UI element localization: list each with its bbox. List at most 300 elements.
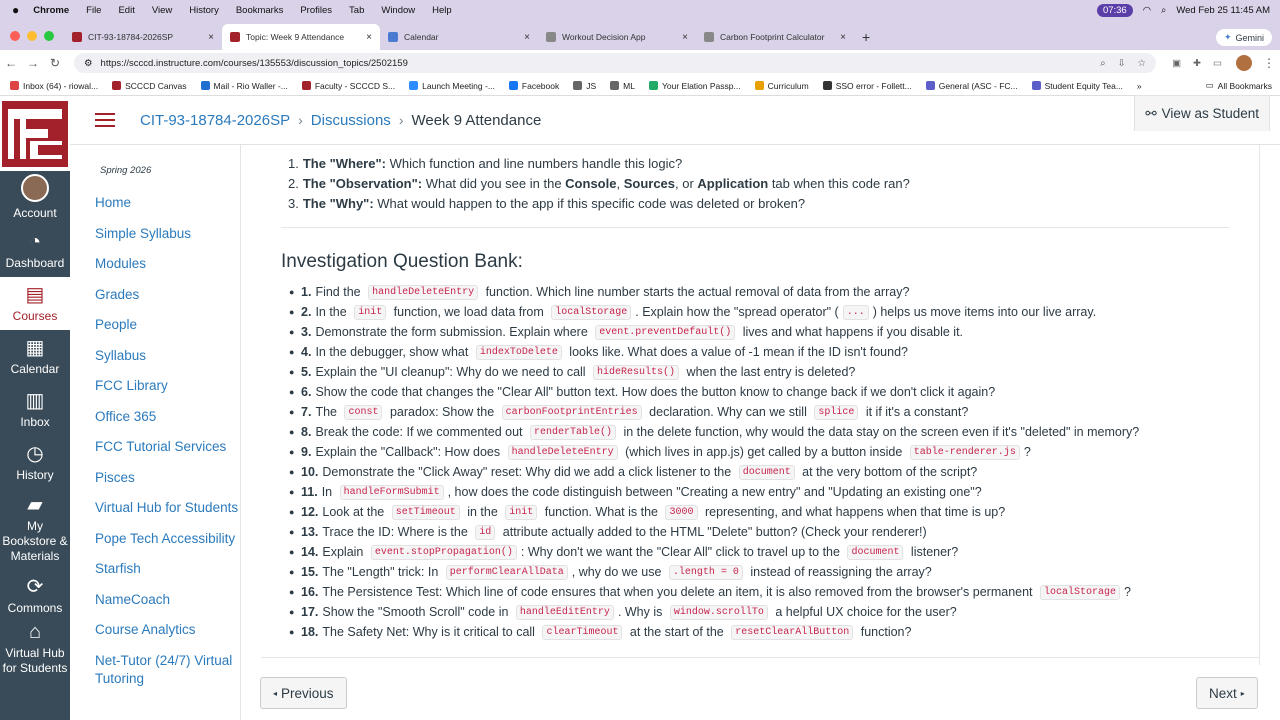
question-text: function. Which line number starts the actual removal of data from the array? <box>482 285 910 299</box>
global-nav-label: Inbox <box>20 414 50 429</box>
bullet-icon: ● <box>289 467 295 477</box>
bullet-icon: ● <box>289 307 295 317</box>
course-nav-fcc-library[interactable]: FCC Library <box>95 378 168 393</box>
bookmark-icon <box>755 81 764 90</box>
course-nav-pope-tech-accessibility[interactable]: Pope Tech Accessibility <box>95 530 236 546</box>
side-panel-icon[interactable]: ▭ <box>1213 57 1222 69</box>
install-icon[interactable]: ⇩ <box>1117 57 1126 69</box>
bookmark-icon <box>409 81 418 90</box>
browser-tab[interactable] <box>538 24 696 50</box>
bookmark-label: Faculty - SCCCD S... <box>314 80 396 91</box>
intro-item <box>288 194 910 214</box>
bookmark-item[interactable] <box>302 81 395 91</box>
text: , or <box>675 176 698 191</box>
bullet-icon: ● <box>289 627 295 637</box>
tab-favicon-icon <box>388 32 398 42</box>
course-nav-pisces[interactable]: Pisces <box>95 469 135 485</box>
history-icon: ◷ <box>26 442 44 465</box>
bold-text: Application <box>697 176 769 191</box>
extensions-puzzle-icon[interactable]: ✚ <box>1193 57 1202 69</box>
question-item <box>289 602 1139 622</box>
course-nav-home[interactable]: Home <box>95 195 132 210</box>
plus-icon: + <box>862 29 871 45</box>
bookmark-star-icon[interactable]: ☆ <box>1137 57 1147 69</box>
bullet-icon: ● <box>289 607 295 617</box>
breadcrumb <box>140 112 541 129</box>
tab-title: Carbon Footprint Calculator <box>720 32 825 42</box>
back-icon[interactable]: ← <box>5 56 17 70</box>
bullet-icon: ● <box>289 567 295 577</box>
fcc-logo[interactable] <box>0 96 70 171</box>
macos-menu-bar <box>0 0 1280 20</box>
browser-tab[interactable] <box>696 24 854 50</box>
zoom-window-icon[interactable] <box>44 31 54 41</box>
zoom-icon[interactable]: ⌕ <box>1100 57 1106 69</box>
bookmark-item[interactable] <box>610 81 635 91</box>
question-text: Explain the "UI cleanup": Why do we need to call <box>315 365 590 379</box>
code-snippet: resetClearAllButton <box>731 625 853 640</box>
bold-text: Sources <box>623 176 676 191</box>
question-text: : Why don't we want the "Clear All" click to travel up to the <box>520 545 844 559</box>
global-nav-label: Virtual Hub for Students <box>2 646 68 675</box>
bookmark-label: ML <box>623 80 635 91</box>
question-text: Explain <box>322 545 367 559</box>
term-label: Spring 2026 <box>100 165 152 176</box>
bookmark-icon <box>610 81 619 90</box>
code-snippet: 3000 <box>665 505 697 520</box>
course-nav-course-analytics[interactable]: Course Analytics <box>95 622 196 637</box>
course-nav-simple-syllabus[interactable]: Simple Syllabus <box>95 225 192 241</box>
question-text: Break the code: If we commented out <box>315 425 526 439</box>
code-snippet: localStorage <box>1040 585 1120 600</box>
global-nav-label: Dashboard <box>5 255 65 270</box>
close-tab-icon[interactable]: × <box>366 31 372 43</box>
bookmark-item[interactable] <box>201 81 288 91</box>
code-snippet: document <box>739 465 795 480</box>
bullet-icon: ● <box>289 527 295 537</box>
text: What did you see in the <box>422 176 566 191</box>
bookmark-icon <box>10 81 19 90</box>
question-number: 2. <box>301 305 312 319</box>
question-item <box>289 302 1139 322</box>
question-text: , how does the code distinguish between "Creating a new entry" and "Updating an existing one"? <box>447 485 982 499</box>
breadcrumb-course[interactable]: CIT-93-18784-2026SP <box>140 111 291 129</box>
question-number: 7. <box>301 405 312 419</box>
intro-item <box>288 174 910 194</box>
bookmark-label: General (ASC - FC... <box>938 80 1018 91</box>
question-text: ? <box>1124 585 1131 599</box>
bullet-icon: ● <box>289 547 295 557</box>
code-snippet: hideResults() <box>593 365 679 380</box>
bookmark-label: Your Elation Passp... <box>661 80 741 91</box>
global-nav-inbox[interactable] <box>0 383 70 436</box>
bold-text: The "Where": <box>302 156 386 171</box>
question-item <box>289 402 1139 422</box>
bookmark-icon <box>926 81 935 90</box>
code-snippet: ... <box>843 305 869 320</box>
question-text: Show the "Smooth Scroll" code in <box>322 605 512 619</box>
close-tab-icon[interactable]: × <box>524 31 530 43</box>
discussion-content <box>241 145 1280 720</box>
question-text: Demonstrate the form submission. Explain where <box>315 325 592 339</box>
question-text: listener? <box>907 545 959 559</box>
next-label: Next <box>1209 685 1237 701</box>
bookmark-label: Inbox (64) - riowal... <box>23 80 99 91</box>
bookmarks-overflow-icon[interactable]: » <box>1136 80 1142 91</box>
question-text: paradox: Show the <box>386 405 498 419</box>
code-snippet: handleDeleteEntry <box>508 445 618 460</box>
bookmark-icon <box>509 81 518 90</box>
question-text: in the delete function, why would the data stay on the screen even if it's "deleted" in memory? <box>619 425 1140 439</box>
bullet-icon: ● <box>289 387 295 397</box>
new-tab-button[interactable] <box>854 24 884 50</box>
bookmark-icon <box>201 81 210 90</box>
gemini-icon: ✦ <box>1223 32 1232 42</box>
avatar <box>21 174 49 202</box>
clock-badge[interactable]: 07:36 <box>1097 4 1133 17</box>
menu-bookmarks[interactable]: Bookmarks <box>235 4 284 16</box>
question-list <box>289 282 1139 642</box>
bookmark-item[interactable] <box>112 81 186 91</box>
bookmark-label: Mail - Rio Waller -... <box>213 80 288 91</box>
bullet-icon: ● <box>289 507 295 517</box>
close-tab-icon[interactable]: × <box>208 31 214 43</box>
course-nav-fcc-tutorial-services[interactable]: FCC Tutorial Services <box>95 439 227 454</box>
course-nav-modules[interactable]: Modules <box>95 256 147 271</box>
course-nav-namecoach[interactable]: NameCoach <box>95 591 171 607</box>
bullet-icon: ● <box>289 287 295 297</box>
bookmark-item[interactable] <box>1032 81 1123 91</box>
hamburger-menu-icon[interactable] <box>95 113 115 127</box>
bookmark-label: Launch Meeting -... <box>422 80 495 91</box>
course-nav-office-365[interactable]: Office 365 <box>95 408 157 424</box>
global-nav-calendar[interactable] <box>0 330 70 383</box>
text: What would happen to the app if this specific code was deleted or broken? <box>373 196 806 211</box>
question-item <box>289 382 1139 402</box>
global-nav-dashboard[interactable] <box>0 224 70 277</box>
question-text: In the debugger, show what <box>315 345 472 359</box>
datetime[interactable]: Wed Feb 25 11:45 AM <box>1176 4 1270 16</box>
bold-text: The "Why": <box>302 196 374 211</box>
bookmark-item[interactable] <box>649 81 741 91</box>
question-number: 15. <box>301 565 319 579</box>
previous-label: Previous <box>281 685 334 701</box>
tab-favicon-icon <box>72 32 82 42</box>
browser-tab[interactable] <box>222 24 380 50</box>
tab-favicon-icon <box>704 32 714 42</box>
question-text: . Explain how the "spread operator" ( <box>635 305 839 319</box>
question-text: Show the code that changes the "Clear All" button text. How does the button know to change back if we don't click it again? <box>315 385 996 399</box>
text: , <box>616 176 624 191</box>
question-text: In the <box>315 305 351 319</box>
code-snippet: document <box>847 545 903 560</box>
reload-icon[interactable]: ↻ <box>49 56 61 70</box>
inbox-icon: ▥ <box>25 389 45 412</box>
bookmark-icon <box>649 81 658 90</box>
caret-right-icon: ▸ <box>1240 688 1245 698</box>
all-bookmarks-label: All Bookmarks <box>1217 80 1272 91</box>
global-nav <box>0 96 70 720</box>
question-text: attribute actually added to the HTML "Delete" button? (Check your renderer!) <box>499 525 927 539</box>
menu-view[interactable]: View <box>151 4 173 16</box>
question-number: 5. <box>301 365 312 379</box>
intro-item <box>288 154 910 174</box>
virtual-icon: ⌂ <box>28 621 42 643</box>
question-text: at the start of the <box>626 625 728 639</box>
global-nav-commons[interactable] <box>0 569 70 622</box>
bookmark-item[interactable] <box>409 81 495 91</box>
code-snippet: handleFormSubmit <box>340 485 444 500</box>
course-nav-people[interactable]: People <box>95 317 138 332</box>
code-snippet: localStorage <box>551 305 631 320</box>
question-text: . Why is <box>617 605 666 619</box>
bullet-icon: ● <box>289 367 295 377</box>
question-number: 17. <box>301 605 319 619</box>
question-text: Explain the "Callback": How does <box>315 445 504 459</box>
question-text: representing, and what happens when that time is up? <box>701 505 1006 519</box>
question-number: 13. <box>301 525 319 539</box>
question-item <box>289 442 1139 462</box>
bullet-icon: ● <box>289 327 295 337</box>
tab-title: Topic: Week 9 Attendance <box>246 32 345 42</box>
question-item <box>289 342 1139 362</box>
page-header <box>70 96 1280 145</box>
question-text: The Safety Net: Why is it critical to call <box>322 625 539 639</box>
bullet-icon: ● <box>289 347 295 357</box>
intro-list <box>288 154 910 214</box>
question-text: a helpful UX choice for the user? <box>771 605 957 619</box>
all-bookmarks-button[interactable] <box>1206 80 1272 91</box>
tab-favicon-icon <box>546 32 556 42</box>
view-as-student-label: View as Student <box>1161 106 1259 121</box>
question-item <box>289 462 1139 482</box>
url-bar[interactable] <box>74 53 1156 73</box>
question-item <box>289 422 1139 442</box>
menu-edit[interactable]: Edit <box>118 4 135 16</box>
course-nav-net-tutor-24-7-virtual-tutoring[interactable]: Net-Tutor (24/7) Virtual Tutoring <box>95 652 233 686</box>
bookmark-icon <box>573 81 582 90</box>
tab-strip <box>0 20 1280 50</box>
question-number: 10. <box>301 465 319 479</box>
question-text: function, we load data from <box>390 305 548 319</box>
code-snippet: setTimeout <box>392 505 460 520</box>
question-text: The <box>315 405 341 419</box>
extension-icon[interactable]: ▣ <box>1172 57 1182 69</box>
question-text: ? <box>1023 445 1031 459</box>
question-text: In <box>321 485 336 499</box>
text: tab when this code ran? <box>768 176 910 191</box>
question-text: when the last entry is deleted? <box>683 365 856 379</box>
menu-help[interactable]: Help <box>432 4 452 16</box>
close-tab-icon[interactable]: × <box>682 31 688 43</box>
divider <box>281 227 1229 228</box>
bookmark-item[interactable] <box>573 81 596 91</box>
view-as-student-button[interactable] <box>1134 95 1270 131</box>
global-nav-history[interactable] <box>0 436 70 489</box>
question-number: 14. <box>301 545 319 559</box>
item-number: 1. <box>288 156 299 171</box>
course-nav-syllabus[interactable]: Syllabus <box>95 347 147 363</box>
question-item <box>289 502 1139 522</box>
commons-icon: ⟳ <box>26 575 44 598</box>
site-info-icon[interactable]: ⚙ <box>84 57 93 69</box>
question-item <box>289 622 1139 642</box>
question-text: it if it's a constant? <box>862 405 969 419</box>
bookmark-icon <box>1032 81 1041 90</box>
tab-favicon-icon <box>230 32 240 42</box>
question-item <box>289 322 1139 342</box>
bold-text: Console <box>565 176 617 191</box>
courses-icon: ▤ <box>25 283 45 306</box>
question-number: 12. <box>301 505 319 519</box>
global-nav-label: History <box>16 467 54 482</box>
code-snippet: table-renderer.js <box>910 445 1020 460</box>
code-snippet: id <box>475 525 495 540</box>
breadcrumb-discussions[interactable]: Discussions <box>310 111 391 129</box>
bookmark-item[interactable] <box>755 81 809 91</box>
question-text: Look at the <box>322 505 388 519</box>
minimize-window-icon[interactable] <box>27 31 37 41</box>
bullet-icon: ● <box>289 407 295 417</box>
course-nav-starfish[interactable]: Starfish <box>95 561 141 576</box>
bookmark-icon <box>112 81 121 90</box>
question-text: function. What is the <box>541 505 662 519</box>
question-item <box>289 562 1139 582</box>
code-snippet: carbonFootprintEntries <box>502 405 642 420</box>
question-bank-title: Investigation Question Bank: <box>281 251 523 272</box>
bookmark-icon <box>823 81 832 90</box>
bold-text: The "Observation": <box>302 176 423 191</box>
question-text: The "Length" trick: In <box>322 565 442 579</box>
global-nav-virtual-hub-for-students[interactable] <box>0 622 70 675</box>
menu-history[interactable]: History <box>189 4 219 16</box>
bookmark-item[interactable] <box>509 81 559 91</box>
content-border <box>1259 145 1260 665</box>
question-item <box>289 522 1139 542</box>
close-window-icon[interactable] <box>10 31 20 41</box>
bookmark-item[interactable] <box>10 81 98 91</box>
calendar-icon: ▦ <box>25 336 45 359</box>
fcc-logo-icon <box>2 101 68 167</box>
question-text: looks like. What does a value of -1 mean if the ID isn't found? <box>565 345 908 359</box>
code-snippet: const <box>344 405 382 420</box>
bookmark-label: JS <box>586 80 597 91</box>
tab-title: CIT-93-18784-2026SP <box>88 32 174 42</box>
question-number: 9. <box>301 445 312 459</box>
code-snippet: performClearAllData <box>446 565 568 580</box>
url-text: https://scccd.instructure.com/courses/135553/discussion_topics/2502159 <box>100 57 408 69</box>
question-text: Find the <box>315 285 365 299</box>
previous-button[interactable] <box>260 677 347 709</box>
bookmark-label: SCCCD Canvas <box>125 80 187 91</box>
global-nav-courses[interactable] <box>0 277 70 330</box>
code-snippet: event.stopPropagation() <box>371 545 517 560</box>
course-nav-grades[interactable]: Grades <box>95 286 140 302</box>
gemini-button[interactable] <box>1216 29 1272 46</box>
menu-profiles[interactable]: Profiles <box>300 4 333 16</box>
wifi-icon[interactable]: ◠ <box>1142 4 1152 16</box>
tab-title: Calendar <box>404 32 439 42</box>
question-text: Trace the ID: Where is the <box>322 525 472 539</box>
code-snippet: indexToDelete <box>476 345 562 360</box>
code-snippet: splice <box>814 405 858 420</box>
question-number: 6. <box>301 385 312 399</box>
question-item <box>289 282 1139 302</box>
question-text: instead of reassigning the array? <box>746 565 932 579</box>
breadcrumb-separator-icon: › <box>298 112 303 128</box>
text: Which function and line numbers handle this logic? <box>385 156 683 171</box>
caret-left-icon: ◂ <box>273 688 278 698</box>
next-button[interactable] <box>1196 677 1258 709</box>
bullet-icon: ● <box>289 447 295 457</box>
menu-app[interactable]: Chrome <box>33 4 70 16</box>
gemini-label: Gemini <box>1235 32 1264 43</box>
code-snippet: renderTable() <box>530 425 616 440</box>
question-text: Demonstrate the "Click Away" reset: Why did we add a click listener to the <box>322 465 735 479</box>
question-text: The Persistence Test: Which line of code ensures that when you delete an item, it is also removed from the browser's permanent <box>322 585 1037 599</box>
question-text: in the <box>463 505 502 519</box>
global-nav-my-bookstore-materials[interactable] <box>0 489 70 569</box>
browser-tab[interactable] <box>380 24 538 50</box>
bookmark-item[interactable] <box>926 81 1018 91</box>
question-text: at the very bottom of the script? <box>798 465 978 479</box>
bookmarks-bar <box>0 76 1280 96</box>
question-text: ) helps us move items into our live array. <box>872 305 1097 319</box>
more-menu-icon[interactable]: ⋮ <box>1263 56 1275 70</box>
code-snippet: clearTimeout <box>542 625 622 640</box>
divider <box>261 657 1259 658</box>
dashboard-icon: ◔ <box>28 230 42 253</box>
question-text: lives and what happens if you disable it. <box>739 325 964 339</box>
question-item <box>289 542 1139 562</box>
forward-icon[interactable]: → <box>27 56 39 70</box>
global-nav-label: Account <box>13 206 57 220</box>
question-text: , why do we use <box>571 565 665 579</box>
bullet-icon: ● <box>289 487 295 497</box>
apple-icon[interactable]: ● <box>12 3 20 17</box>
bookmark-label: Facebook <box>521 80 560 91</box>
bookmark-icon <box>302 81 311 90</box>
code-snippet: init <box>354 305 386 320</box>
global-nav-account[interactable] <box>0 171 70 224</box>
question-number: 8. <box>301 425 312 439</box>
profile-avatar[interactable] <box>1236 55 1252 71</box>
close-tab-icon[interactable]: × <box>840 31 846 43</box>
code-snippet: handleDeleteEntry <box>368 285 478 300</box>
question-text: declaration. Why can we still <box>645 405 811 419</box>
global-nav-label: Courses <box>12 308 58 323</box>
browser-tab[interactable] <box>64 24 222 50</box>
course-nav-virtual-hub-for-students[interactable]: Virtual Hub for Students <box>95 500 239 515</box>
menu-file[interactable]: File <box>86 4 102 16</box>
menu-tab[interactable]: Tab <box>349 4 365 16</box>
question-number: 18. <box>301 625 319 639</box>
global-nav-label: Commons <box>7 600 63 615</box>
code-snippet: window.scrollTo <box>670 605 768 620</box>
code-snippet: event.preventDefault() <box>595 325 735 340</box>
question-number: 4. <box>301 345 312 359</box>
code-snippet: .length = 0 <box>669 565 743 580</box>
menu-window[interactable]: Window <box>381 4 416 16</box>
bookmark-label: Student Equity Tea... <box>1044 80 1123 91</box>
folder-icon: ▭ <box>1205 80 1214 90</box>
question-item <box>289 582 1139 602</box>
breadcrumb-current: Week 9 Attendance <box>411 111 542 129</box>
search-icon[interactable]: ⌕ <box>1161 4 1167 16</box>
bookmark-item[interactable] <box>823 81 912 91</box>
breadcrumb-separator-icon: › <box>398 112 404 128</box>
question-item <box>289 482 1139 502</box>
